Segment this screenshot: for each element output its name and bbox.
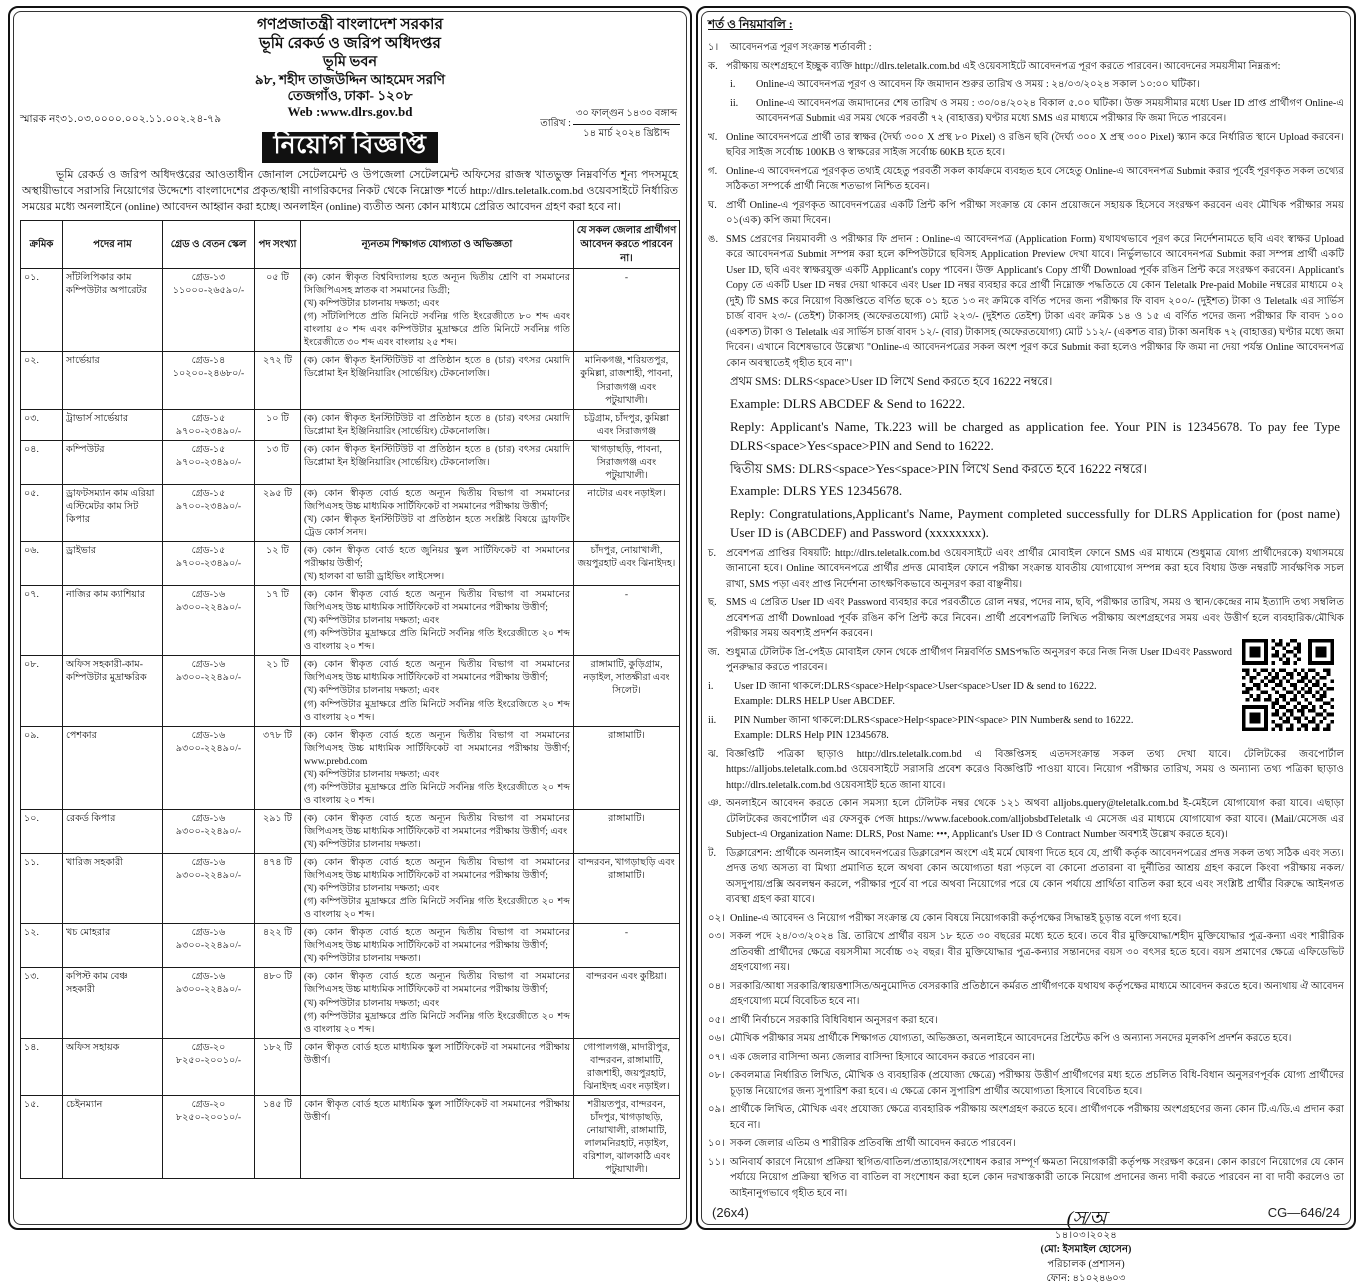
cell-post-name: চেইনম্যান xyxy=(63,1095,163,1178)
recovery-item-i xyxy=(708,679,1232,710)
table-row xyxy=(21,409,680,440)
cell-post-name: খারিজ সহকারী xyxy=(63,854,163,924)
cell-grade-scale xyxy=(163,269,255,352)
cell-qualification xyxy=(301,809,574,853)
term-item-uo xyxy=(708,232,1344,372)
cell-qualification xyxy=(301,484,574,541)
cell-post-name: ড্রাইভার xyxy=(63,542,163,586)
table-row xyxy=(21,854,680,924)
qualification-line: (খ) কম্পিউটার চালনায় দক্ষতা; এবং xyxy=(304,615,440,627)
cell-vacancy-count: ১৭ টি xyxy=(255,586,301,656)
vacancy-table xyxy=(20,220,680,1179)
cell-grade-scale xyxy=(163,968,255,1038)
qualification-line: (ক) কোন স্বীকৃত বোর্ড হতে অন্যূন দ্বিতীয় বিভাগ বা সমমানের জিপিএসহ উচ্চ মাধ্যমিক সার্টিফিকেট বা সমমানের পরীক্ষায় উত্তীর্ণ; xyxy=(304,971,570,996)
sms-second-instruction: দ্বিতীয় SMS: DLRS<space>Yes<space>PIN লিখে Send করতে হবে 16222 নম্বরে। xyxy=(730,460,1147,476)
recovery-ii-body xyxy=(734,713,1232,744)
pay-scale-value: ৯৭০০-২৩৪৯০/- xyxy=(175,456,242,468)
numbered-term-marker: ০২। xyxy=(708,912,725,924)
table-row xyxy=(21,968,680,1038)
qualification-line: (ক) কোন স্বীকৃত ইনস্টিটিউট বা প্রতিষ্ঠান হতে ৪ (চার) বৎসর মেয়াদি ডিপ্লোমা ইন ইঞ্জিনিয়ারিং (সার্ভেয়িং) টেকনোলজি। xyxy=(304,443,570,468)
cell-grade-scale xyxy=(163,809,255,853)
numbered-term-text: প্রার্থী নির্বাচনে সরকারি বিধিবিধান অনুসরণ করা হবে। xyxy=(730,1014,938,1026)
cell-excluded-districts: - xyxy=(574,269,680,352)
sms-first-reply: Reply: Applicant's Name, Tk.223 will be charged as application fee. Your PIN is 12345678. To pay fee Type DLRS<space>Yes<space>PIN and Send to 16222. xyxy=(730,418,1340,454)
term-i-text: Online-এ আবেদনপত্র পূরণ ও আবেদন ফি জমাদান শুরুর তারিখ ও সময় : ২৪/০৩/২০২৪ সকাল ১০:০০ ঘটিকা। xyxy=(756,79,1200,90)
numbered-term-marker: ০৭। xyxy=(708,1051,725,1063)
pay-scale-value: ৯৭০০-২৩৪৯০/- xyxy=(175,425,242,437)
cell-post-name: সাঁটলিপিকার কাম কম্পিউটার অপারেটর xyxy=(63,269,163,352)
cell-serial: ১৪. xyxy=(21,1038,63,1095)
street-address: ৯৮, শহীদ তাজউদ্দিন আহমেদ সরণি xyxy=(254,71,446,87)
qualification-line: (খ) কোন স্বীকৃত ইনস্টিটিউট বা প্রতিষ্ঠান হতে সংশ্লিষ্ট বিষয়ে ড্রাফটিং ট্রেড কোর্স সনদ। xyxy=(304,513,570,538)
term-item-yna xyxy=(708,796,1344,843)
cell-grade-scale xyxy=(163,409,255,440)
pay-scale-value: ৮২৫০-২০০১০/- xyxy=(175,1111,242,1123)
pay-scale-value: ৯৩০০-২২৪৯০/- xyxy=(175,940,242,952)
cell-grade-scale xyxy=(163,586,255,656)
numbered-term-text: কেবলমাত্র নির্ধারিত লিখিত, মৌখিক ও ব্যবহারিক (প্রযোজ্য ক্ষেত্রে) পরীক্ষায় উত্তীর্ণ প্রার্থীগণের মধ্য হতে প্রচলিত বিধি-বিধান অনুসরণপূর্বক যোগ্য প্রার্থীদের চূড়ান্ত নিয়োগের জন্য সুপারিশ করা হবে। এ ক্ষেত্রে কোন সুপারিশ প্রার্থীর অযোগ্যতা হিসাবে বিবেচিত হবে। xyxy=(730,1070,1344,1097)
cell-vacancy-count: ৪৮০ টি xyxy=(255,968,301,1038)
cell-post-name: রেকর্ড কিপার xyxy=(63,809,163,853)
cell-serial: ১২. xyxy=(21,924,63,968)
table-row xyxy=(21,809,680,853)
cell-grade-scale xyxy=(163,656,255,726)
cell-excluded-districts: বান্দরবন এবং কুষ্টিয়া। xyxy=(574,968,680,1038)
cell-vacancy-count: ৪২২ টি xyxy=(255,924,301,968)
numbered-term-marker: ০৮। xyxy=(708,1070,725,1082)
table-row xyxy=(21,352,680,409)
numbered-term-text: এক জেলার বাসিন্দা অন্য জেলার বাসিন্দা হিসাবে আবেদন করতে পারবেন না। xyxy=(730,1051,1036,1063)
date-block xyxy=(540,100,680,143)
table-row xyxy=(21,586,680,656)
qualification-line: (ক) কোন স্বীকৃত বোর্ড হতে অন্যূন দ্বিতীয় বিভাগ বা সমমানের জিপিএসহ উচ্চ মাধ্যমিক সার্টিফিকেট বা সমমানের পরীক্ষায় উত্তীর্ণ; xyxy=(304,589,570,614)
cell-grade-scale xyxy=(163,854,255,924)
sms-second-example: Example: DLRS YES 12345678. xyxy=(730,483,903,499)
qualification-line: (খ) কম্পিউটার চালনায় দক্ষতা; এবং xyxy=(304,298,440,310)
cell-serial: ০৬. xyxy=(21,542,63,586)
numbered-term-item xyxy=(708,929,1344,976)
cell-vacancy-count: ১৩ টি xyxy=(255,440,301,484)
term-ii-marker: ii. xyxy=(730,97,739,109)
right-panel-inner xyxy=(698,8,1354,1285)
numbered-term-item xyxy=(708,979,1344,1010)
term-gha-text: প্রার্থী Online-এ পূরণকৃত আবেদনপত্রের একটি প্রিন্ট কপি পরীক্ষা সংক্রান্ত যে কোন প্রয়োজনে সহায়ক হিসেবে সংরক্ষণ করবেন এবং মৌখিক পরীক্ষার সময় ০১(এক) কপি জমা দিবেন। xyxy=(726,199,1344,226)
table-row xyxy=(21,656,680,726)
term-ka-text: পরীক্ষায় অংশগ্রহণে ইচ্ছুক ব্যক্তি http://dlrs.teletalk.com.bd এই ওয়েবসাইটে আবেদনপত্র পূরণ করতে পারবেন। আবেদনের সময়সীমা নিম্নরূপ: xyxy=(726,60,1281,72)
qualification-line: (ক) কোন স্বীকৃত বোর্ড হতে অন্যূন দ্বিতীয় বিভাগ বা সমমানের জিপিএসহ উচ্চ মাধ্যমিক সার্টিফিকেট বা সমমানের পরীক্ষায় উত্তীর্ণ; xyxy=(304,857,570,882)
term-item-1 xyxy=(708,40,1344,56)
term-item-kha xyxy=(708,130,1344,161)
grade-value: গ্রেড-১৬ xyxy=(191,729,226,741)
cell-vacancy-count: ১২ টি xyxy=(255,542,301,586)
col-grade: গ্রেড ও বেতন স্কেল xyxy=(163,221,255,269)
footer-row xyxy=(712,1205,1340,1220)
numbered-term-text: প্রার্থীকে লিখিত, মৌখিক এবং প্রযোজ্য ক্ষেত্রে ব্যবহারিক পরীক্ষায় অংশগ্রহণ করতে হবে। প্রার্থীগণকে পরীক্ষায় অংশগ্রহণের জন্য কোন টি.এ/ডি.এ প্রদান করা হবে না। xyxy=(730,1104,1344,1131)
table-header-row xyxy=(21,221,680,269)
numbered-term-item xyxy=(708,1013,1344,1029)
qualification-line: (ক) কোন স্বীকৃত বোর্ড হতে অন্যূন দ্বিতীয় বিভাগ বা সমমানের জিপিএসহ উচ্চ মাধ্যমিক সার্টিফিকেট বা সমমানের পরীক্ষায় উত্তীর্ণ; xyxy=(304,659,570,684)
cell-excluded-districts: চাঁদপুর, নোয়াখালী, জয়পুরহাট এবং ঝিনাইদহ। xyxy=(574,542,680,586)
qualification-line: (গ) কম্পিউটার মুদ্রাক্ষরে প্রতি মিনিটে সর্বনিম্ন গতি ইংরেজীতে ২০ শব্দ ও বাংলায় ২০ শব্দ। xyxy=(304,781,570,806)
sms-second-reply: Reply: Congratulations,Applicant's Name, Payment completed successfully for DLRS Application for (post name) User ID is (ABCDEF) and Password (xxxxxxxx). xyxy=(730,505,1340,541)
term-item-chha xyxy=(708,595,1344,642)
qualification-line: (ক) কোন স্বীকৃত বোর্ড হতে অন্যূন দ্বিতীয় বিভাগ বা সমমানের জিপিএসহ উচ্চ মাধ্যমিক সার্টিফিকেট বা সমমানের পরীক্ষায় উত্তীর্ণ; এবং xyxy=(304,812,570,837)
cell-excluded-districts: খাগড়াছড়ি, পাবনা, সিরাজগঞ্জ এবং পটুয়াখালী। xyxy=(574,440,680,484)
recovery-block xyxy=(708,645,1344,747)
cell-qualification xyxy=(301,656,574,726)
qualification-line: (গ) সাঁটলিপিতে প্রতি মিনিটে সর্বনিম্ন গতি ইংরেজীতে ৮০ শব্দ এবং বাংলায় ৫০ শব্দ এবং কম্পিউটার মুদ্রাক্ষরে প্রতি মিনিটে সর্বনিম্ন গতি ইংরেজীতে ৩০ শব্দ এবং বাংলায় ২৫ শব্দ। xyxy=(304,311,570,349)
pay-scale-value: ৯৩০০-২২৪৯০/- xyxy=(175,672,242,684)
left-panel xyxy=(8,6,692,1230)
qualification-line: (খ) কম্পিউটার চালনায় দক্ষতা। xyxy=(304,953,421,965)
cell-excluded-districts: রাঙ্গামাটি। xyxy=(574,809,680,853)
term-ta-marker: ট. xyxy=(708,847,717,859)
grade-value: গ্রেড-২০ xyxy=(191,1041,226,1053)
grade-value: গ্রেড-১৬ xyxy=(191,589,226,601)
grade-value: গ্রেড-১৬ xyxy=(191,812,226,824)
directorate-name: ভূমি রেকর্ড ও জরিপ অধিদপ্তর xyxy=(259,34,441,52)
term-yna-text: অনলাইনে আবেদন করতে কোন সমস্যা হলে টেলিটক নম্বর থেকে ১২১ অথবা alljobs.query@teletalk.com.bd ই-মেইলে যোগাযোগ করা যাবে। এছাড়া টেলিটকের জবপোর্টাল এর ফেসবুক পেজ https://www.facebook.com/alljobsbdTeletalk এ মেসেজ এর মাধ্যমে যোগাযোগ করা যাবে। (Mail/মেসেজ এর Subject-এ Organization Name: DLRS, Post Name: •••, Applicant's User ID ও Contract Number অবশ্যই উল্লেখ করতে হবে)। xyxy=(726,798,1344,841)
grade-value: গ্রেড-১৫ xyxy=(191,443,226,455)
term-chha-marker: ছ. xyxy=(708,597,717,609)
numbered-term-text: সকল জেলার এতিম ও শারীরিক প্রতিবন্ধি প্রার্থী আবেদন করতে পারবেন। xyxy=(730,1138,1016,1150)
cell-excluded-districts: নাটোর এবং নড়াইল। xyxy=(574,484,680,541)
cell-post-name: পেশকার xyxy=(63,726,163,809)
recovery-ii-text: PIN Number জানা থাকলে:DLRS<space>Help<space>PIN<space> PIN Number& send to 16222. xyxy=(734,714,1134,726)
term-cha-text: প্রবেশপত্র প্রাপ্তির বিষয়টি: http://dlrs.teletalk.com.bd ওয়েবসাইটে এবং প্রার্থীর মোবাইল ফোনে SMS এর মাধ্যমে (শুধুমাত্র যোগ্য প্রার্থীদেরকে) যথাসময়ে জানানো হবে। Online আবেদনপত্রে প্রার্থীর প্রদত্ত মোবাইল ফোনে পরীক্ষা সংক্রান্ত যাবতীয় যোগাযোগ সম্পন্ন করা হবে বিধায় উক্ত নম্বরটি সার্বক্ষণিক সচল রাখা, SMS পড়া এবং প্রাপ্ত নির্দেশনা তাৎক্ষণিকভাবে অনুসরণ করা বাঞ্ছনীয়। xyxy=(726,547,1344,590)
cell-grade-scale xyxy=(163,542,255,586)
term-1-text: আবেদনপত্র পূরণ সংক্রান্ত শর্তাবলী : xyxy=(730,42,872,53)
numbered-term-text: সরকারি/আধা সরকারি/স্বায়ত্তশাসিত/অনুমোদিত বেসরকারি প্রতিষ্ঠানে কর্মরত প্রার্থীগণকে যথাযথ কর্তৃপক্ষের মাধ্যমে আবেদন করতে হবে। অন্যথায় ঐ আবেদন গ্রহণযোগ্য মর্মে বিবেচিত হবে না। xyxy=(730,980,1344,1008)
cell-grade-scale xyxy=(163,726,255,809)
numbered-term-marker: ০৯। xyxy=(708,1104,725,1116)
cell-post-name: অফিস সহায়ক xyxy=(63,1038,163,1095)
numbered-term-item xyxy=(708,1102,1344,1133)
terms-title: শর্ত ও নিয়মাবলি : xyxy=(708,17,793,31)
cell-serial: ১১. xyxy=(21,854,63,924)
cell-excluded-districts: রাঙ্গামাটি। xyxy=(574,726,680,809)
grade-value: গ্রেড-১৩ xyxy=(191,272,226,284)
cell-serial: ০১. xyxy=(21,269,63,352)
recovery-ii-marker: ii. xyxy=(708,714,717,726)
term-item-ii xyxy=(730,96,1344,127)
term-kha-marker: খ. xyxy=(708,131,718,143)
left-panel-inner xyxy=(10,8,690,1228)
signature-block xyxy=(708,1209,1344,1287)
term-yna-marker: ঞ. xyxy=(708,798,722,810)
term-item-ka xyxy=(708,59,1344,75)
recovery-i-text: User ID জানা থাকলে:DLRS<space>Help<space>User<space>User ID & send to 16222. xyxy=(734,680,1097,692)
sms-first-example: Example: DLRS ABCDEF & Send to 16222. xyxy=(730,396,966,412)
cell-excluded-districts: চট্টগ্রাম, চাঁদপুর, কুমিল্লা এবং সিরাজগঞ্জ xyxy=(574,409,680,440)
grade-value: গ্রেড-১৬ xyxy=(191,927,226,939)
cell-vacancy-count: ২৭২ টি xyxy=(255,352,301,409)
term-ta-text: ডিক্লারেশন: প্রার্থীকে অনলাইন আবেদনপত্রের ডিক্লারেশন অংশে এই মর্মে ঘোষণা দিতে হবে যে, প্রার্থী কর্তৃক আবেদনপত্রের প্রদত্ত সকল তথ্য সঠিক এবং সত্য। প্রদত্ত তথ্য অসত্য বা মিথ্যা প্রমাণিত হলে অথবা কোন অযোগ্যতা ধরা পড়লে বা কোনো প্রতারনা বা দুর্নীতির আশ্রয় গ্রহণ করলে কিংবা পরীক্ষায় নকল/অসদুপায়/প্রক্সি অবলম্বন করলে, পরীক্ষার পূর্বে বা পরে অথবা নিয়োগের পরে যে কোন পর্যায়ে প্রার্থিতা বাতিল করা হবে এবং সংশ্লিষ্ট প্রার্থীর বিরুদ্ধে আইনগত ব্যবস্থা গ্রহণ করা যাবে। xyxy=(726,847,1344,906)
pay-scale-value: ৯৭০০-২৩৪৯০/- xyxy=(175,558,242,570)
cell-post-name: নাজির কাম ক্যাশিয়ার xyxy=(63,586,163,656)
cell-grade-scale xyxy=(163,1038,255,1095)
numbered-term-marker: ০৩। xyxy=(708,931,725,943)
pay-scale-value: ৯৭০০-২৩৪৯০/- xyxy=(175,500,242,512)
date-label: তারিখ : xyxy=(540,118,571,130)
table-row xyxy=(21,440,680,484)
qualification-line: (ক) কোন স্বীকৃত ইনস্টিটিউট বা প্রতিষ্ঠান হতে ৪ (চার) বৎসর মেয়াদি ডিপ্লোমা ইন ইঞ্জিনিয়ারিং (সার্ভেয়িং) টেকনোলজি। xyxy=(304,412,570,437)
numbered-term-text: মৌখিক পরীক্ষার সময় প্রার্থীকে শিক্ষাগত যোগ্যতা, অভিজ্ঞতা, অনলাইনে আবেদনের প্রিন্টেড কপি ও অন্যান্য সনদের মূলকপি প্রদর্শন করতে হবে। xyxy=(730,1033,1292,1045)
col-post: পদের নাম xyxy=(63,221,163,269)
grade-value: গ্রেড-১৬ xyxy=(191,659,226,671)
cell-serial: ১০. xyxy=(21,809,63,853)
term-gha-marker: ঘ. xyxy=(708,199,717,211)
qualification-line: কোন স্বীকৃত বোর্ড হতে মাধ্যমিক স্কুল সার্টিফিকেট বা সমমানের পরীক্ষায় উত্তীর্ণ। xyxy=(304,1098,570,1123)
cell-grade-scale xyxy=(163,924,255,968)
pay-scale-value: ৯৩০০-২২৪৯০/- xyxy=(175,870,242,882)
cell-serial: ০৯. xyxy=(21,726,63,809)
qualification-line: (খ) কম্পিউটার চালনায় দক্ষতা; এবং xyxy=(304,883,440,895)
col-vacancy: পদ সংখ্যা xyxy=(255,221,301,269)
term-jha-text: বিজ্ঞপ্তিটি পত্রিকা ছাড়াও http://dlrs.teletalk.com.bd এ বিজ্ঞপ্তিসহ এতদসংক্রান্ত সকল তথ্য দেখা যাবে। টেলিটকের জবপোর্টাল https://alljobs.teletalk.com.bd ওয়েবসাইটে সরাসরি প্রবেশ করেও বিজ্ঞপ্তিটি পাওয়া যাবে। নিয়োগ পরীক্ষার তারিখ, সময় ও অন্যান্য তথ্য পত্রিকা ছাড়াও http://dlrs.teletalk.com.bd ওয়েবসাইট হতে জানা যাবে। xyxy=(726,748,1344,791)
cell-qualification xyxy=(301,269,574,352)
cell-vacancy-count: ০৫ টি xyxy=(255,269,301,352)
qualification-line: (খ) কম্পিউটার চালনায় দক্ষতা; এবং xyxy=(304,685,440,697)
grade-value: গ্রেড-২০ xyxy=(191,1098,226,1110)
cell-excluded-districts: - xyxy=(574,586,680,656)
grade-value: গ্রেড-১৬ xyxy=(191,857,226,869)
numbered-term-item xyxy=(708,1155,1344,1202)
cell-post-name: ট্রাভার্স সার্ভেয়ার xyxy=(63,409,163,440)
qualification-line: (ক) কোন স্বীকৃত বোর্ড হতে অন্যূন দ্বিতীয় বিভাগ বা সমমানের জিপিএসহ উচ্চ মাধ্যমিক সার্টিফিকেট বা সমমানের পরীক্ষায় উত্তীর্ণ; xyxy=(304,927,570,952)
cell-excluded-districts: রাঙ্গামাটি, কুড়িগ্রাম, নড়াইল, সাতক্ষীরা এবং সিলেট। xyxy=(574,656,680,726)
website-line: Web :www.dlrs.gov.bd xyxy=(287,104,413,120)
qualification-line: (ক) কোন স্বীকৃত বিশ্ববিদ্যালয় হতে অন্যূন দ্বিতীয় শ্রেণি বা সমমানের সিজিপিএসহ স্নাতক বা সমমানের ডিগ্রী; xyxy=(304,272,570,297)
term-uo-marker: ঙ. xyxy=(708,233,719,245)
cell-qualification xyxy=(301,854,574,924)
right-panel xyxy=(696,6,1356,1285)
col-qual: ন্যূনতম শিক্ষাগত যোগ্যতা ও অভিজ্ঞতা xyxy=(301,221,574,269)
table-row xyxy=(21,1038,680,1095)
cell-post-name: খচ মোহরার xyxy=(63,924,163,968)
cell-qualification xyxy=(301,924,574,968)
signatory-designation: পরিচালক (প্রশাসন) xyxy=(1047,1258,1125,1270)
terms-body xyxy=(708,40,1344,1201)
cell-vacancy-count: ৪৭৪ টি xyxy=(255,854,301,924)
intro-paragraph: ভূমি রেকর্ড ও জরিপ অধিদপ্তরের আওতাধীন জোনাল সেটেলমেন্ট ও উপজেলা সেটেলমেন্ট অফিসের রাজস্ব খাতভুক্ত নিম্নবর্ণিত শূন্য পদসমূহে অস্থায়ীভাবে সরাসরি নিয়োগের উদ্দেশ্যে বাংলাদেশের প্রকৃত/স্থায়ী নাগরিকদের নিকট থেকে নিম্নোক্ত শর্তে http://dlrs.teletalk.com.bd ওয়েবসাইটে নির্ধারিত সময়ের মধ্যে অনলাইনে (online) আবেদন আহ্বান করা হচ্ছে। অনলাইন (online) ব্যতীত অন্য কোন মাধ্যমে প্রেরিত আবেদন গ্রহণ করা হবে না। xyxy=(22,168,678,214)
cell-qualification xyxy=(301,1038,574,1095)
term-uo-text: SMS প্রেরণের নিয়মাবলী ও পরীক্ষার ফি প্রদান : Online-এ আবেদনপত্র (Application Form) যথাযথভাবে পূরণ করে নির্দেশনামতে ছবি এবং স্বাক্ষর Upload করে আবেদনপত্র Submit সম্পন্ন করা হলে কম্পিউটারে ছবিসহ Application Preview দেখা যাবে। নির্ভুলভাবে আবেদনপত্র Submit করা সম্পন্ন প্রার্থী একটি User ID, ছবি এবং স্বাক্ষরযুক্ত একটি Applicant's copy পাবেন। উক্ত Applicant's Copy প্রার্থী Download পূর্বক রঙিন প্রিন্ট করে সংরক্ষণ করবেন। Applicant's Copy তে একটি User ID নম্বর দেয়া থাকবে এবং User ID নম্বর ব্যবহার করে প্রার্থী নিম্নোক্ত পদ্ধতিতে যে কোন Teletalk Pre-paid Mobile নম্বরের মাধ্যমে ০২ (দুই) টি SMS করে নিয়োগ বিজ্ঞপ্তিতে বর্ণিত ছকে ০১ হতে ১৩ নং ক্রমিকে বর্ণিত পদের জন্য পরীক্ষার ফি বাবদ ২০০/- (দুইশত) টাকা ও Teletalk এর সার্ভিস চার্জ বাবদ ২৩/- (তেইশ) টাকাসহ (অফেরতযোগ্য) মোট ২২৩/- (দুইশত তেইশ) টাকা এবং ক্রমিক ১৪ ও ১৫ এ বর্ণিত পদের জন্য পরীক্ষার ফি বাবদ ১০০ (একশত) টাকা ও Teletalk এর সার্ভিস চার্জ বাবদ ১২/- (বার) টাকাসহ (অফেরতযোগ্য) মোট ১১২/- (একশত বার) টাকা অনধিক ৭২ (বাহাত্তর) ঘণ্টার মধ্যে জমা দিবেন। এখানে বিশেষভাবে উল্লেখ্য "Online-এ আবেদনপত্রের সকল অংশ পূরণ করে Submit করা হলেও পরীক্ষার ফি জমা না দেয়া পর্যন্ত Online আবেদনপত্র কোন অবস্থাতেই গৃহীত হবে না"। xyxy=(726,233,1344,369)
col-serial: ক্রমিক xyxy=(21,221,63,269)
numbered-term-text: Online-এ আবেদন ও নিয়োগ পরীক্ষা সংক্রান্ত যে কোন বিষয়ে নিয়োগকারী কর্তৃপক্ষের সিদ্ধান্তই চূড়ান্ত বলে গণ্য হবে। xyxy=(730,912,1182,924)
term-item-i xyxy=(730,77,1344,93)
table-row xyxy=(21,726,680,809)
signature-scribble-icon: (স/অ xyxy=(1066,1208,1106,1231)
pay-scale-value: ১১০০০-২৬৫৯০/- xyxy=(172,285,245,297)
recovery-i-body xyxy=(734,679,1232,710)
numbered-term-item xyxy=(708,1068,1344,1099)
vacancy-table-body xyxy=(21,269,680,1179)
term-ga-text: Online-এ আবেদনপত্রে পূরণকৃত তথ্যই যেহেতু পরবর্তী সকল কার্যক্রমে ব্যবহৃত হবে সেহেতু Online-এ আবেদনপত্র Submit করার পূর্বেই পূরণকৃত সকল তথ্যের সঠিকতা সম্পর্কে প্রার্থী নিজে শতভাগ নিশ্চিত হবেন। xyxy=(726,165,1344,192)
recovery-item-ii xyxy=(708,713,1232,744)
term-ga-marker: গ. xyxy=(708,165,718,177)
cell-qualification xyxy=(301,352,574,409)
term-ja-text: শুধুমাত্র টেলিটক প্রি-পেইড মোবাইল ফোন থেকে প্রার্থীগণ নিম্নবর্ণিত SMSপদ্ধতি অনুসরণ করে নিজ নিজ User IDএবং Password পুনরুদ্ধার করতে পারবেন। xyxy=(726,646,1232,674)
pay-scale-value: ৯৩০০-২২৪৯০/- xyxy=(175,984,242,996)
cell-excluded-districts: শরীয়তপুর, বান্দরবন, চাঁদপুর, খাগড়াছড়ি, নোয়াখালী, রাঙ্গামাটি, লালমনিরহাট, নড়াইল, বরিশাল, ঝালকাঠি এবং পটুয়াখালী। xyxy=(574,1095,680,1178)
numbered-term-item xyxy=(708,911,1344,927)
pay-scale-value: ৯৩০০-২২৪৯০/- xyxy=(175,825,242,837)
term-item-ta xyxy=(708,846,1344,908)
cell-serial: ০৩. xyxy=(21,409,63,440)
qualification-line: (খ) কম্পিউটার চালনায় দক্ষতা; এবং xyxy=(304,997,440,1009)
qualification-line: (খ) হালকা বা ভারী ড্রাইভিং লাইসেন্স। xyxy=(304,571,445,583)
term-ka-marker: ক. xyxy=(708,60,718,72)
term-chha-text: SMS এ প্রেরিত User ID এবং Password ব্যবহার করে পরবর্তীতে রোল নম্বর, পদের নাম, ছবি, পরীক্ষার তারিখ, সময় ও স্থান/কেন্দ্রের নাম ইত্যাদি তথ্য সম্বলিত প্রবেশপত্র প্রার্থী Download পূর্বক রঙিন কপি প্রিন্ট করে নিবেন। প্রার্থী প্রবেশপত্রটি লিখিত পরীক্ষায় অংশগ্রহণের সময় এবং উত্তীর্ণ হলে ব্যবহারিক/মৌখিক পরীক্ষার সময় অবশ্যই প্রদর্শন করবেন। xyxy=(726,597,1344,640)
signature-inner xyxy=(1041,1209,1132,1287)
table-row xyxy=(21,484,680,541)
date-english: ১৪ মার্চ ২০২৪ খ্রিষ্টাব্দ xyxy=(583,128,670,140)
qualification-line: (খ) কম্পিউটার চালনায় দক্ষতা। xyxy=(304,839,421,850)
qualification-line: (ক) কোন স্বীকৃত বোর্ড হতে অন্যূন দ্বিতীয় বিভাগ বা সমমানের জিপিএসহ উচ্চ মাধ্যমিক সার্টিফিকেট বা সমমানের পরীক্ষায় উত্তীর্ণ; xyxy=(304,487,570,512)
pay-scale-value: ৯৩০০-২২৪৯০/- xyxy=(175,602,242,614)
term-ja-marker: জ. xyxy=(708,646,720,658)
cell-vacancy-count: ১৪৫ টি xyxy=(255,1095,301,1178)
cell-vacancy-count: ৩৭৮ টি xyxy=(255,726,301,809)
date-bangla: ৩০ ফাল্গুন ১৪৩০ বঙ্গাব্দ xyxy=(573,106,680,125)
cell-serial: ১৩. xyxy=(21,968,63,1038)
signature-date: ১৪।০৩।২০২৪ xyxy=(1054,1230,1118,1242)
numbered-term-text: সকল পদে ২৪/০৩/২০২৪ খ্রি. তারিখে প্রার্থীর বয়স ১৮ হতে ৩০ বছরের মধ্যে হতে হবে। তবে বীর মুক্তিযোদ্ধা/শহীদ মুক্তিযোদ্ধার পুত্র-কন্যা এবং শারীরিক প্রতিবন্ধী প্রার্থীদের ক্ষেত্রে বয়সসীমা সর্বোচ্চ ৩২ বছর। বীর মুক্তিযোদ্ধার পুত্র-কন্যার সন্তানদের বয়স ৩০ বৎসর হতে হবে। বয়স প্রমাণের ক্ষেত্রে এফিডেভিট গ্রহণযোগ্য নয়। xyxy=(730,931,1344,974)
pay-scale-value: ৯৩০০-২২৪৯০/- xyxy=(175,742,242,754)
numbered-term-marker: ১১। xyxy=(708,1156,725,1168)
numbered-term-item xyxy=(708,1136,1344,1152)
cell-grade-scale xyxy=(163,440,255,484)
recovery-i-example: Example: DLRS HELP User ABCDEF. xyxy=(734,696,895,708)
cell-serial: ১৫. xyxy=(21,1095,63,1178)
term-jha-marker: ঝ. xyxy=(708,748,719,760)
memo-date-row xyxy=(20,100,680,140)
numbered-term-text: অনিবার্য কারণে নিয়োগ প্রক্রিয়া স্থগিত/বাতিল/প্রত্যাহার/সংশোধন করার সম্পূর্ণ ক্ষমতা নিয়োগকারী কর্তৃপক্ষ সংরক্ষণ করেন। কোন কারণে নিয়োগের যে কোন পর্যায়ে নিয়োগ প্রক্রিয়া স্থগিত বা বাতিল বা সংশোধন করা হলে কোন দরখাস্তকারী তাকে নিয়োগ প্রদানের জন্য দাবী করতে পারবেন না বা দাবী করলেও তা আইনানুগভাবে গৃহীত হবে না। xyxy=(730,1156,1344,1199)
vacancy-table-head xyxy=(21,221,680,269)
qualification-line: (ক) কোন স্বীকৃত বোর্ড হতে অন্যূন দ্বিতীয় বিভাগ বা সমমানের জিপিএসহ উচ্চ মাধ্যমিক সার্টিফিকেট বা সমমানের পরীক্ষায় উত্তীর্ণ; www.prebd.com xyxy=(304,729,570,767)
grade-value: গ্রেড-১৫ xyxy=(191,487,226,499)
city-address: তেজগাঁও, ঢাকা- ১২০৮ xyxy=(287,87,413,103)
cell-serial: ০৮. xyxy=(21,656,63,726)
qualification-line: (গ) কম্পিউটার মুদ্রাক্ষরে প্রতি মিনিটে সর্বনিম্ন গতি ইংরেজীতে ২০ শব্দ ও বাংলায় ২০ শব্দ। xyxy=(304,896,570,921)
cell-vacancy-count: ২১ টি xyxy=(255,656,301,726)
term-item-ga xyxy=(708,164,1344,195)
term-kha-text: Online আবেদনপত্রে প্রার্থী তার স্বাক্ষর (দৈর্ঘ্য ৩০০ X প্রস্থ ৮০ Pixel) ও রঙিন ছবি (দৈর্ঘ্য ৩০০ X প্রস্থ ৩০০ Pixel) স্ক্যান করে নির্ধারিত স্থানে Upload করবেন। ছবির সাইজ সর্বোচ্চ 100KB ও স্বাক্ষরের সাইজ সর্বোচ্চ 60KB হতে হবে। xyxy=(726,131,1344,158)
qr-code-wrapper xyxy=(1242,639,1338,731)
sms-first-instruction: প্রথম SMS: DLRS<space>User ID লিখে Send করতে হবে 16222 নম্বরে। xyxy=(730,376,1053,388)
footer-left-code: (26x4) xyxy=(712,1205,749,1220)
grade-value: গ্রেড-১৪ xyxy=(191,355,226,367)
cell-excluded-districts: গোপালগঞ্জ, মাদারীপুর, বান্দরবন, রাঙ্গামাটি, রাজশাহী, জয়পুরহাট, ঝিনাইদহ এবং নড়াইল। xyxy=(574,1038,680,1095)
cell-vacancy-count: ১৮২ টি xyxy=(255,1038,301,1095)
term-item-gha xyxy=(708,198,1344,229)
qualification-line: (গ) কম্পিউটার মুদ্রাক্ষরে প্রতি মিনিটে সর্বনিম্ন গতি ইংরেজিতে ২০ শব্দ ও বাংলায় ২০ শব্দ। xyxy=(304,698,570,723)
table-row xyxy=(21,269,680,352)
govt-name: গণপ্রজাতন্ত্রী বাংলাদেশ সরকার xyxy=(256,16,444,33)
table-row xyxy=(21,542,680,586)
cell-grade-scale xyxy=(163,1095,255,1178)
memo-number: স্মারক নং৩১.০৩.০০০০.০০২.১১.০০২.২৪-৭৯ xyxy=(20,114,222,126)
qualification-line: কোন স্বীকৃত বোর্ড হতে মাধ্যমিক স্কুল সার্টিফিকেট বা সমমানের পরীক্ষায় উত্তীর্ণ। xyxy=(304,1041,570,1066)
numbered-term-item xyxy=(708,1050,1344,1066)
term-item-ja xyxy=(708,645,1232,676)
cell-qualification xyxy=(301,726,574,809)
building-name: ভূমি ভবন xyxy=(322,53,378,70)
recovery-i-marker: i. xyxy=(708,680,714,692)
table-row xyxy=(21,1095,680,1178)
cell-serial: ০৭. xyxy=(21,586,63,656)
cell-grade-scale xyxy=(163,484,255,541)
col-district: যে সকল জেলার প্রার্থীগণ আবেদন করতে পারবেন না। xyxy=(574,221,680,269)
cell-vacancy-count: ২৯১ টি xyxy=(255,809,301,853)
numbered-term-marker: ০৪। xyxy=(708,980,725,992)
cell-excluded-districts: - xyxy=(574,924,680,968)
grade-value: গ্রেড-১৬ xyxy=(191,971,226,983)
term-cha-marker: চ. xyxy=(708,547,717,559)
cell-excluded-districts: মানিকগঞ্জ, শরিয়তপুর, কুমিল্লা, রাজশাহী, পাবনা, সিরাজগঞ্জ এবং পটুয়াখালী। xyxy=(574,352,680,409)
pay-scale-value: ৮২৫০-২০০১০/- xyxy=(175,1054,242,1066)
cell-serial: ০২. xyxy=(21,352,63,409)
numbered-term-marker: ১০। xyxy=(708,1138,725,1150)
term-item-jha xyxy=(708,747,1344,794)
cell-grade-scale xyxy=(163,352,255,409)
signatory-name: (মো: ইসমাইল হোসেন) xyxy=(1040,1244,1132,1256)
qualification-line: (গ) কম্পিউটার মুদ্রাক্ষরে প্রতি মিনিটে সর্বনিম্ন গতি ইংরেজীতে ২০ শব্দ ও বাংলায় ২০ শব্দ। xyxy=(304,1010,570,1035)
term-ii-text: Online-এ আবেদনপত্র জমাদানের শেষ তারিখ ও সময় : ৩০/০৪/২০২৪ বিকাল ৫.০০ ঘটিকা। উক্ত সময়সীমার মধ্যে User ID প্রাপ্ত প্রার্থীগণ Online-এ আবেদনপত্র Submit এর সময় থেকে পরবর্তী ৭২ (বাহাত্তর) ঘণ্টার মধ্যে SMS এর মাধ্যমে পরীক্ষার ফি জমা দিতে পারবেন। xyxy=(756,97,1344,124)
cell-qualification xyxy=(301,542,574,586)
signatory-phone: ফোন: ৪১০২৪৬০৩ xyxy=(1046,1273,1126,1285)
date-fraction xyxy=(573,106,680,143)
numbered-terms-list xyxy=(708,911,1344,1202)
recovery-ii-example: Example: DLRS Help PIN 12345678. xyxy=(734,730,889,742)
grade-value: গ্রেড-১৫ xyxy=(191,412,226,424)
cell-qualification xyxy=(301,1095,574,1178)
qualification-line: (ক) কোন স্বীকৃত ইনস্টিটিউট বা প্রতিষ্ঠান হতে ৪ (চার) বৎসর মেয়াদি ডিপ্লোমা ইন ইঞ্জিনিয়ারিং (সার্ভেয়িং) টেকনোলজি। xyxy=(304,355,570,380)
grade-value: গ্রেড-১৫ xyxy=(191,545,226,557)
footer-right-code: CG—646/24 xyxy=(1267,1205,1340,1220)
cell-qualification xyxy=(301,440,574,484)
qualification-line: (খ) কম্পিউটার চালনায় দক্ষতা; এবং xyxy=(304,768,440,780)
cell-vacancy-count: ২৯৫ টি xyxy=(255,484,301,541)
table-row xyxy=(21,924,680,968)
qr-code-icon xyxy=(1242,639,1334,731)
pay-scale-value: ১০২০০-২৪৬৮০/- xyxy=(172,368,245,380)
cell-qualification xyxy=(301,409,574,440)
term-1-marker: ১। xyxy=(708,42,719,53)
cell-post-name: কপিস্ট কাম বেঞ্চ সহকারী xyxy=(63,968,163,1038)
cell-qualification xyxy=(301,968,574,1038)
numbered-term-item xyxy=(708,1031,1344,1047)
qualification-line: (ক) কোন স্বীকৃত বোর্ড হতে জুনিয়র স্কুল সার্টিফিকেট বা সমমানের পরীক্ষায় উত্তীর্ণ; xyxy=(304,545,570,570)
cell-post-name: অফিস সহকারী-কাম- কম্পিউটার মুদ্রাক্ষরিক xyxy=(63,656,163,726)
cell-serial: ০৪. xyxy=(21,440,63,484)
term-item-cha xyxy=(708,546,1344,593)
cell-post-name: সার্ভেয়ার xyxy=(63,352,163,409)
cell-post-name: ড্রাফটসম্যান কাম এরিয়া এস্টিমেটর কাম সিট কিপার xyxy=(63,484,163,541)
cell-vacancy-count: ১০ টি xyxy=(255,409,301,440)
cell-excluded-districts: বান্দরবন, খাগড়াছড়ি এবং রাঙ্গামাটি। xyxy=(574,854,680,924)
numbered-term-marker: ০৫। xyxy=(708,1014,725,1026)
cell-serial: ০৫. xyxy=(21,484,63,541)
cell-qualification xyxy=(301,586,574,656)
page-title: নিয়োগ বিজ্ঞপ্তি xyxy=(262,132,439,162)
numbered-term-marker: ০৬। xyxy=(708,1033,725,1045)
term-i-marker: i. xyxy=(730,79,736,90)
cell-post-name: কম্পিউটর xyxy=(63,440,163,484)
qualification-line: (গ) কম্পিউটার মুদ্রাক্ষরে প্রতি মিনিটে সর্বনিম্ন গতি ইংরেজীতে ২০ শব্দ ও বাংলায় ২০ শব্দ। xyxy=(304,628,570,653)
